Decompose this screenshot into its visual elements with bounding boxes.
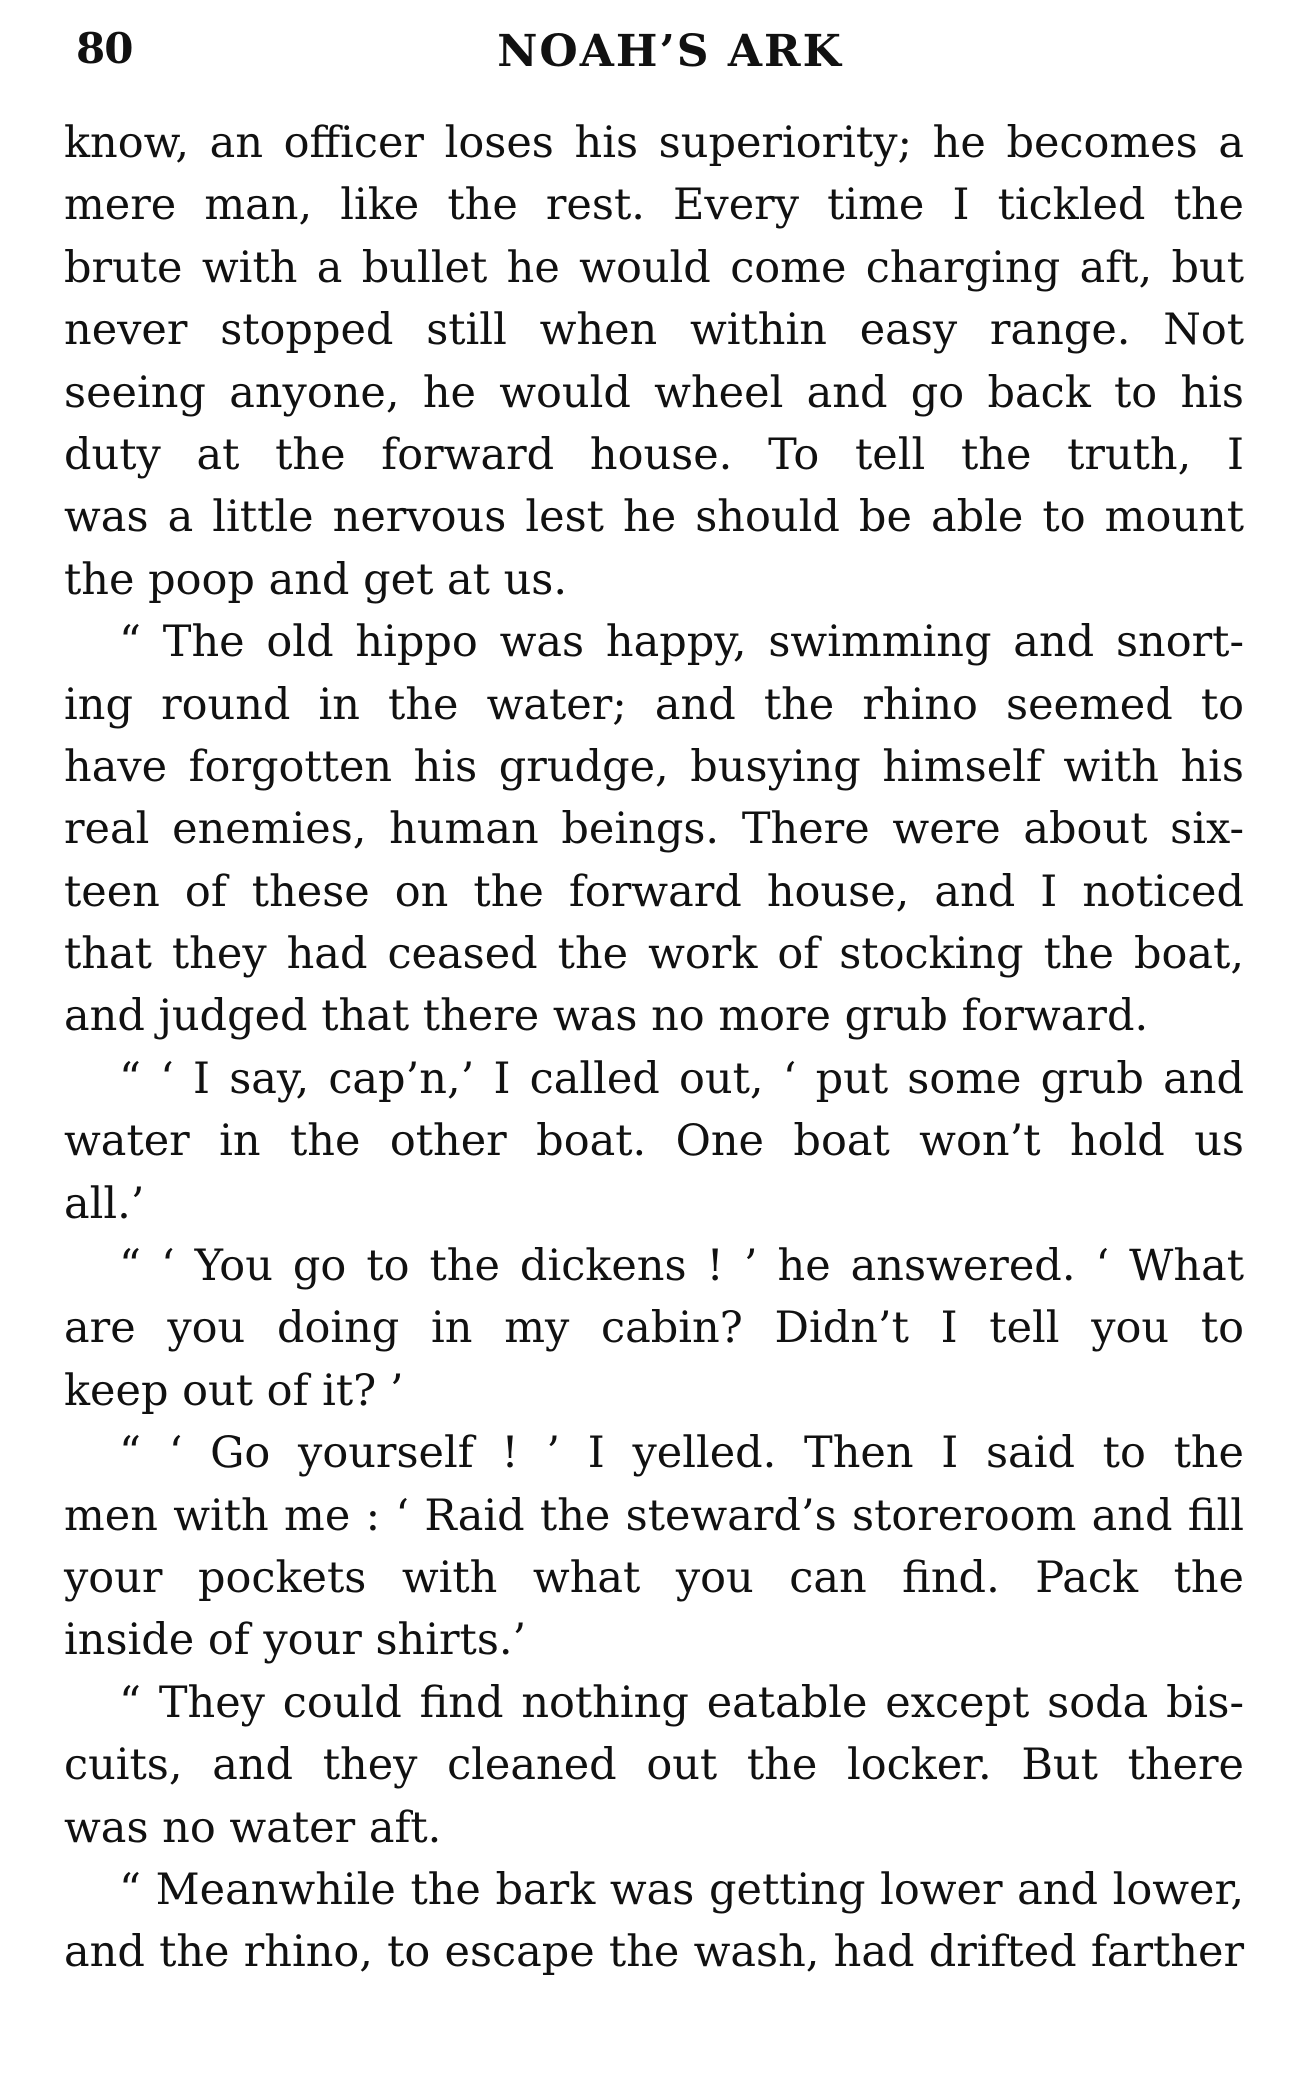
text-line: inside of your shirts.’ bbox=[64, 1615, 527, 1666]
text-line: the poop and get at us. bbox=[64, 554, 568, 605]
text-line: that they had ceased the work of stocking the boat, bbox=[64, 929, 1244, 980]
text-line: duty at the forward house. To tell the truth, I bbox=[64, 429, 1244, 480]
text-line: brute with a bullet he would come charging aft, but bbox=[64, 242, 1244, 293]
running-title: NOAH’S ARK bbox=[497, 26, 843, 77]
body-text bbox=[64, 112, 1244, 1984]
text-line: never stopped still when within easy range. Not bbox=[64, 305, 1244, 356]
text-line: “ ‘ Go yourself ! ’ I yelled. Then I said to the bbox=[119, 1428, 1244, 1479]
text-line: your pockets with what you can find. Pack the bbox=[64, 1552, 1244, 1603]
text-line: and judged that there was no more grub forward. bbox=[64, 991, 1149, 1042]
text-line: know, an officer loses his superiority; he becomes a bbox=[64, 118, 1244, 168]
text-line: all.’ bbox=[64, 1178, 145, 1229]
page-number: 80 bbox=[76, 24, 133, 73]
text-line: “ ‘ You go to the dickens ! ’ he answered. ‘ What bbox=[119, 1241, 1244, 1292]
text-line: have forgotten his grudge, busying himself with his bbox=[64, 741, 1244, 792]
text-line: “ They could find nothing eatable except soda bis- bbox=[119, 1677, 1244, 1728]
text-line: keep out of it? ’ bbox=[64, 1365, 404, 1416]
text-line: mere man, like the rest. Every time I tickled the bbox=[64, 180, 1244, 231]
text-line: “ Meanwhile the bark was getting lower and lower, bbox=[119, 1864, 1244, 1915]
text-line: teen of these on the forward house, and I noticed bbox=[64, 866, 1244, 917]
text-line: was no water aft. bbox=[64, 1802, 442, 1853]
text-line: was a little nervous lest he should be able to mount bbox=[64, 492, 1244, 543]
text-line: men with me : ‘ Raid the steward’s storeroom and fill bbox=[64, 1490, 1244, 1541]
text-line: and the rhino, to escape the wash, had drifted farther bbox=[64, 1927, 1244, 1978]
text-line: water in the other boat. One boat won’t hold us bbox=[64, 1116, 1244, 1167]
text-line: real enemies, human beings. There were about six- bbox=[64, 804, 1244, 855]
text-line: “ The old hippo was happy, swimming and snort- bbox=[119, 617, 1244, 668]
text-line: seeing anyone, he would wheel and go back to his bbox=[64, 367, 1244, 418]
text-line: “ ‘ I say, cap’n,’ I called out, ‘ put some grub and bbox=[119, 1053, 1244, 1104]
text-line: ing round in the water; and the rhino seemed to bbox=[64, 679, 1244, 730]
text-line: are you doing in my cabin? Didn’t I tell you to bbox=[64, 1303, 1244, 1354]
text-line: cuits, and they cleaned out the locker. But there bbox=[64, 1740, 1244, 1791]
